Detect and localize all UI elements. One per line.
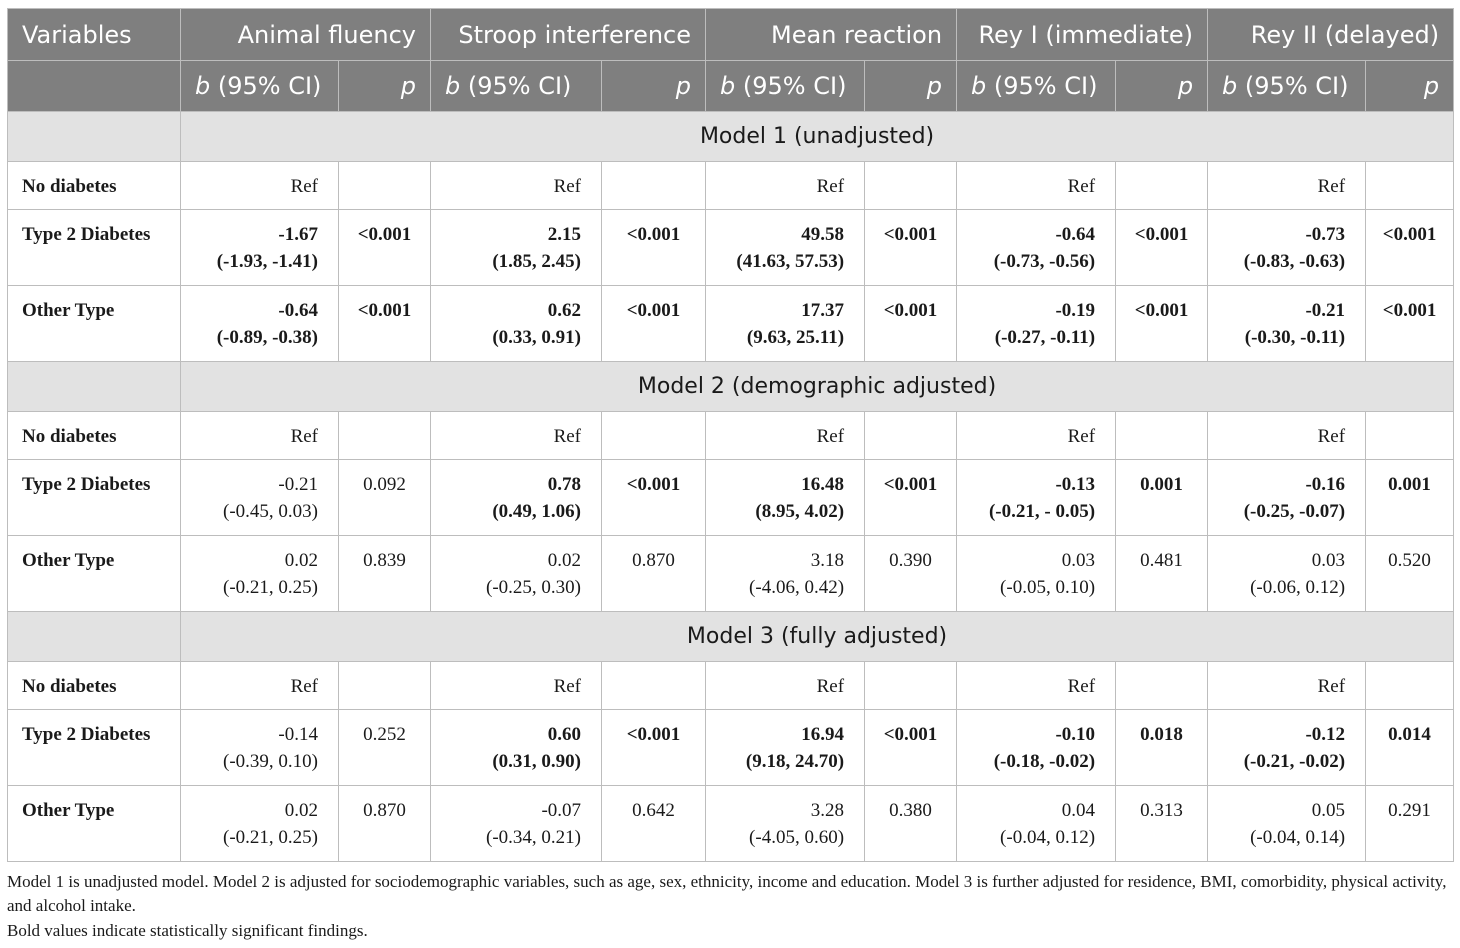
b-value: -0.73: [1305, 224, 1346, 245]
ref-cell: Ref: [1208, 662, 1366, 710]
header-row-outcomes: [8, 9, 1454, 61]
footnote-models: Model 1 is unadjusted model. Model 2 is adjusted for sociodemographic variables, such as age, sex, ethnicity, income and education. Model 3 is further adjusted for residence, BMI, comorbidity, physical activity, and alcohol intake.: [7, 872, 1447, 915]
header-b-symbol: b: [445, 72, 461, 100]
header-row-stats: [8, 61, 1454, 112]
results-table: [7, 8, 1454, 862]
p-cell-empty: [339, 162, 431, 210]
model-header-row: [8, 362, 1454, 412]
p-value: 0.252: [339, 710, 431, 786]
estimate-cell: [957, 210, 1116, 286]
p-value: <0.001: [865, 710, 957, 786]
header-p-symbol: p: [400, 72, 417, 100]
reference-row: [8, 162, 1454, 210]
ci-value: (-0.45, 0.03): [223, 501, 318, 522]
ref-cell: Ref: [957, 162, 1116, 210]
estimate-cell: [957, 710, 1116, 786]
p-value: <0.001: [339, 210, 431, 286]
p-value: 0.520: [1366, 536, 1454, 612]
estimate-cell: [431, 536, 602, 612]
p-cell-empty: [602, 662, 706, 710]
ci-value: (9.63, 25.11): [746, 327, 845, 348]
b-value: 0.62: [547, 300, 582, 321]
ci-value: (-0.18, -0.02): [993, 751, 1096, 772]
header-p: [1366, 61, 1454, 112]
p-cell-empty: [1116, 662, 1208, 710]
ci-value: (-0.39, 0.10): [223, 751, 318, 772]
ci-value: (-0.04, 0.14): [1250, 827, 1346, 848]
ci-value: (0.31, 0.90): [492, 751, 582, 772]
header-ci-label: (95% CI): [210, 72, 322, 100]
p-cell-empty: [339, 412, 431, 460]
ci-value: (-0.05, 0.10): [1000, 577, 1096, 598]
p-value: 0.313: [1116, 786, 1208, 862]
row-label: Type 2 Diabetes: [8, 460, 181, 536]
b-value: 0.02: [284, 550, 318, 571]
p-cell-empty: [1366, 412, 1454, 460]
p-value: 0.291: [1366, 786, 1454, 862]
ref-cell: Ref: [181, 162, 339, 210]
p-value: 0.870: [602, 536, 706, 612]
table-row: [8, 786, 1454, 862]
header-p-symbol: p: [1423, 72, 1440, 100]
header-b-symbol: b: [720, 72, 736, 100]
estimate-cell: [706, 786, 865, 862]
b-value: 3.28: [810, 800, 845, 821]
header-p: [602, 61, 706, 112]
b-value: 16.94: [801, 724, 845, 745]
b-value: 49.58: [801, 224, 845, 245]
ci-value: (41.63, 57.53): [736, 251, 845, 272]
header-p-symbol: p: [675, 72, 692, 100]
table-row: [8, 210, 1454, 286]
p-cell-empty: [602, 162, 706, 210]
header-b-symbol: b: [195, 72, 211, 100]
ref-cell: Ref: [706, 662, 865, 710]
b-value: 0.05: [1311, 800, 1346, 821]
reference-row: [8, 662, 1454, 710]
b-value: 16.48: [801, 474, 845, 495]
header-b-ci: [706, 61, 865, 112]
p-cell-empty: [602, 412, 706, 460]
ref-cell: Ref: [1208, 162, 1366, 210]
p-value: <0.001: [1366, 210, 1454, 286]
header-p-symbol: p: [926, 72, 943, 100]
model-header-row: [8, 112, 1454, 162]
model-blank-cell: [8, 612, 181, 662]
footnote-bold: Bold values indicate statistically significant findings.: [7, 921, 368, 940]
b-value: 0.03: [1061, 550, 1096, 571]
b-value: 2.15: [547, 224, 582, 245]
estimate-cell: [957, 286, 1116, 362]
p-value: 0.481: [1116, 536, 1208, 612]
p-value: <0.001: [865, 210, 957, 286]
p-cell-empty: [1116, 162, 1208, 210]
ci-value: (-0.21, -0.02): [1243, 751, 1346, 772]
estimate-cell: [1208, 536, 1366, 612]
model-title: Model 2 (demographic adjusted): [181, 362, 1454, 412]
estimate-cell: [1208, 286, 1366, 362]
ci-value: (-0.04, 0.12): [1000, 827, 1096, 848]
p-cell-empty: [1116, 412, 1208, 460]
estimate-cell: [1208, 460, 1366, 536]
b-value: 0.02: [547, 550, 582, 571]
ref-cell: Ref: [431, 162, 602, 210]
p-cell-empty: [1366, 662, 1454, 710]
p-value: <0.001: [1116, 210, 1208, 286]
estimate-cell: [181, 286, 339, 362]
estimate-cell: [431, 286, 602, 362]
header-b-symbol: b: [1222, 72, 1238, 100]
row-label: Other Type: [8, 536, 181, 612]
p-value: 0.642: [602, 786, 706, 862]
p-value: <0.001: [1366, 286, 1454, 362]
row-label: No diabetes: [8, 662, 181, 710]
b-value: -0.19: [1055, 300, 1096, 321]
ci-value: (-0.83, -0.63): [1243, 251, 1346, 272]
estimate-cell: [1208, 210, 1366, 286]
ci-value: (-0.27, -0.11): [994, 327, 1096, 348]
header-p-symbol: p: [1177, 72, 1194, 100]
b-value: 0.04: [1061, 800, 1096, 821]
b-value: 0.78: [547, 474, 582, 495]
ref-cell: Ref: [706, 162, 865, 210]
p-value: <0.001: [339, 286, 431, 362]
model-header-row: [8, 612, 1454, 662]
row-label: Type 2 Diabetes: [8, 210, 181, 286]
b-value: 3.18: [810, 550, 845, 571]
estimate-cell: [431, 210, 602, 286]
reference-row: [8, 412, 1454, 460]
ref-cell: Ref: [431, 412, 602, 460]
p-cell-empty: [865, 662, 957, 710]
ci-value: (9.18, 24.70): [745, 751, 845, 772]
header-variables: Variables: [8, 9, 181, 61]
p-value: 0.014: [1366, 710, 1454, 786]
p-value: 0.870: [339, 786, 431, 862]
p-value: 0.018: [1116, 710, 1208, 786]
p-value: <0.001: [865, 460, 957, 536]
header-b-ci: [431, 61, 602, 112]
b-value: -0.21: [1305, 300, 1346, 321]
header-b-symbol: b: [971, 72, 987, 100]
ci-value: (-4.06, 0.42): [749, 577, 845, 598]
ci-value: (0.33, 0.91): [492, 327, 582, 348]
estimate-cell: [957, 460, 1116, 536]
p-value: 0.380: [865, 786, 957, 862]
model-blank-cell: [8, 112, 181, 162]
b-value: -0.07: [541, 800, 582, 821]
ci-value: (-0.30, -0.11): [1244, 327, 1346, 348]
p-value: <0.001: [1116, 286, 1208, 362]
b-value: -0.13: [1055, 474, 1096, 495]
ci-value: (-0.25, -0.07): [1243, 501, 1346, 522]
estimate-cell: [1208, 786, 1366, 862]
model-blank-cell: [8, 362, 181, 412]
ref-cell: Ref: [181, 412, 339, 460]
table-row: [8, 286, 1454, 362]
p-cell-empty: [1366, 162, 1454, 210]
table-row: [8, 710, 1454, 786]
header-ci-label: (95% CI): [460, 72, 572, 100]
ci-value: (-0.89, -0.38): [216, 327, 318, 348]
p-value: <0.001: [602, 210, 706, 286]
header-p: [865, 61, 957, 112]
b-value: -0.12: [1305, 724, 1346, 745]
p-value: <0.001: [602, 710, 706, 786]
table-row: [8, 460, 1454, 536]
ci-value: (-0.25, 0.30): [486, 577, 582, 598]
header-b-ci: [181, 61, 339, 112]
ref-cell: Ref: [431, 662, 602, 710]
estimate-cell: [181, 460, 339, 536]
header-b-ci: [1208, 61, 1366, 112]
p-value: <0.001: [602, 286, 706, 362]
ref-cell: Ref: [1208, 412, 1366, 460]
estimate-cell: [1208, 710, 1366, 786]
estimate-cell: [706, 536, 865, 612]
estimate-cell: [181, 710, 339, 786]
header-ci-label: (95% CI): [986, 72, 1098, 100]
ci-value: (-0.73, -0.56): [993, 251, 1096, 272]
b-value: -0.14: [278, 724, 318, 745]
p-value: <0.001: [602, 460, 706, 536]
estimate-cell: [706, 710, 865, 786]
header-p: [339, 61, 431, 112]
p-cell-empty: [339, 662, 431, 710]
b-value: -1.67: [278, 224, 318, 245]
p-value: 0.001: [1116, 460, 1208, 536]
ci-value: (-0.34, 0.21): [486, 827, 582, 848]
p-cell-empty: [865, 412, 957, 460]
b-value: -0.64: [1055, 224, 1096, 245]
estimate-cell: [957, 786, 1116, 862]
estimate-cell: [181, 536, 339, 612]
ci-value: (1.85, 2.45): [492, 251, 582, 272]
ci-value: (-4.05, 0.60): [749, 827, 845, 848]
header-ci-label: (95% CI): [1237, 72, 1349, 100]
b-value: 0.60: [547, 724, 582, 745]
header-ci-label: (95% CI): [735, 72, 847, 100]
b-value: 17.37: [801, 300, 845, 321]
estimate-cell: [706, 210, 865, 286]
ci-value: (8.95, 4.02): [755, 501, 845, 522]
header-blank: [8, 61, 181, 112]
estimate-cell: [706, 460, 865, 536]
p-value: 0.390: [865, 536, 957, 612]
row-label: Type 2 Diabetes: [8, 710, 181, 786]
b-value: 0.02: [284, 800, 318, 821]
model-title: Model 3 (fully adjusted): [181, 612, 1454, 662]
ci-value: (-0.21, 0.25): [223, 827, 318, 848]
estimate-cell: [431, 786, 602, 862]
ref-cell: Ref: [181, 662, 339, 710]
header-p: [1116, 61, 1208, 112]
estimate-cell: [706, 286, 865, 362]
header-outcome-rey-2: Rey II (delayed): [1208, 9, 1454, 61]
ref-cell: Ref: [957, 662, 1116, 710]
estimate-cell: [431, 460, 602, 536]
header-b-ci: [957, 61, 1116, 112]
b-value: -0.10: [1055, 724, 1096, 745]
table-row: [8, 536, 1454, 612]
estimate-cell: [957, 536, 1116, 612]
row-label: No diabetes: [8, 162, 181, 210]
p-value: <0.001: [865, 286, 957, 362]
b-value: -0.21: [278, 474, 318, 495]
model-title: Model 1 (unadjusted): [181, 112, 1454, 162]
ref-cell: Ref: [957, 412, 1116, 460]
ci-value: (-1.93, -1.41): [216, 251, 318, 272]
header-outcome-rey-1: Rey I (immediate): [957, 9, 1208, 61]
b-value: -0.64: [278, 300, 318, 321]
estimate-cell: [181, 786, 339, 862]
b-value: 0.03: [1311, 550, 1346, 571]
estimate-cell: [181, 210, 339, 286]
ci-value: (-0.21, - 0.05): [988, 501, 1096, 522]
header-outcome-stroop: Stroop interference: [431, 9, 706, 61]
p-value: 0.839: [339, 536, 431, 612]
ci-value: (-0.21, 0.25): [223, 577, 318, 598]
ref-cell: Ref: [706, 412, 865, 460]
ci-value: (0.49, 1.06): [492, 501, 582, 522]
row-label: No diabetes: [8, 412, 181, 460]
header-outcome-animal-fluency: Animal fluency: [181, 9, 431, 61]
ci-value: (-0.06, 0.12): [1250, 577, 1346, 598]
p-cell-empty: [865, 162, 957, 210]
p-value: 0.001: [1366, 460, 1454, 536]
row-label: Other Type: [8, 786, 181, 862]
header-outcome-mean-reaction: Mean reaction: [706, 9, 957, 61]
b-value: -0.16: [1305, 474, 1346, 495]
p-value: 0.092: [339, 460, 431, 536]
estimate-cell: [431, 710, 602, 786]
row-label: Other Type: [8, 286, 181, 362]
